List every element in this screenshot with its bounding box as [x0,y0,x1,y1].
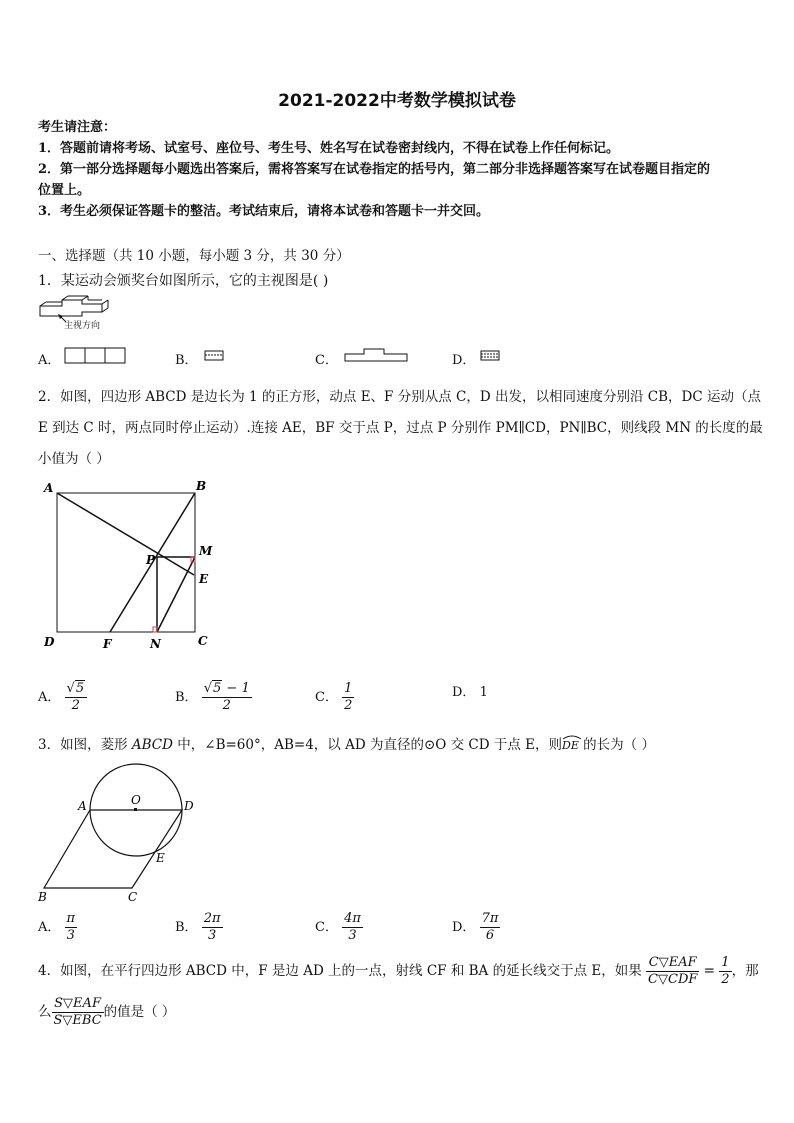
question-4-line-2 [38,996,175,1029]
q3-option-c[interactable] [315,911,363,944]
q1-option-c-label: C． [315,353,338,368]
q2-label-b: B [196,479,207,493]
q3-option-a-label: A． [38,920,61,935]
q3-label-e: E [156,851,165,865]
q3-option-c-label: C． [315,920,338,935]
q2-option-a-den: 2 [71,698,80,713]
q3-option-d-num: 7π [481,911,499,926]
q2-option-d-value: 1 [479,685,488,700]
q2-label-n: N [150,637,161,651]
q2-option-a-label: A． [38,690,61,705]
q3-option-d-label: D． [452,920,476,935]
q3-option-d-fraction [480,911,501,944]
q4-area-fraction [52,996,104,1029]
q2-option-c[interactable] [315,681,354,714]
q4-ratio-den: C▽CDF [648,972,698,987]
q2-option-b[interactable] [175,681,252,714]
q2-option-d[interactable] [452,681,488,700]
q3-option-a[interactable] [38,911,77,944]
q1-view-direction-label: 主视方向 [64,321,101,331]
page-title: 2021-2022中考数学模拟试卷 [278,91,516,111]
q1-option-d-figure[interactable] [480,350,502,362]
q4-ratio-fraction [646,955,699,988]
q4-line2-post: 的值是（ ） [103,1004,176,1020]
q4-tail: ，那 [731,963,759,979]
q2-option-a-radicand: 5 [75,681,85,696]
question-4-line-1 [38,955,759,988]
q3-option-a-fraction [65,911,78,944]
q3-option-b[interactable] [175,911,223,944]
q4-ratio-num: C▽EAF [646,955,699,972]
q3-option-d[interactable] [452,911,500,944]
q3-rhombus: ABCD [131,737,173,753]
q2-label-a: A [44,481,54,495]
q1-option-b-label: B． [175,353,198,368]
q3-option-b-num: 2π [203,911,221,926]
q3-label-b: B [38,890,47,904]
q3-label-a: A [78,799,87,813]
q2-label-f: F [103,637,112,651]
q3-option-a-den: 3 [66,928,75,943]
q2-option-c-fraction [342,681,354,714]
q2-option-c-den: 2 [344,698,353,713]
q3-arc-label: DE [562,739,579,752]
q3-option-c-den: 3 [348,928,357,943]
q2-square-figure [36,475,216,655]
notice-item-3: 3．考生必须保证答题卡的整洁。考试结束后，请将本试卷和答题卡一并交回。 [38,204,490,219]
q4-value-num: 1 [721,955,730,970]
q1-option-d-label: D． [452,353,476,368]
notice-item-2-cont: 位置上。 [38,183,91,198]
arc-mark-icon [562,734,582,740]
q1-option-c-figure[interactable] [344,346,412,364]
q3-option-a-num: π [66,911,76,926]
q2-option-b-minus: − 1 [222,681,250,696]
q3-rhombus-figure [34,760,214,908]
q2-option-b-fraction: $\frac{√5 - 1}{2}$ [203,681,250,713]
q2-label-p: P [146,553,156,567]
q3-option-b-fraction [202,911,223,944]
q2-option-b-radicand: 5 [213,681,222,696]
q3-text-post: 的长为（ ） [578,737,655,753]
q3-option-c-num: 4π [344,911,361,926]
question-1-text: 1．某运动会颁奖台如图所示，它的主视图是( ) [38,273,329,289]
q3-option-c-fraction [342,911,363,944]
notice-item-1: 1．答题前请将考场、试室号、座位号、考生号、姓名写在试卷密封线内，不得在试卷上作任何标记。 [38,141,620,156]
q2-option-b-label: B． [175,690,198,705]
q3-text-mid: 中，∠B=60°，AB=4，以 AD 为直径的⊙O 交 CD 于点 E，则 [172,737,563,753]
q4-text: 4．如图，在平行四边形 ABCD 中，F 是边 AD 上的一点，射线 CF 和 BA 的延长线交于点 E，如果 [38,963,642,979]
q2-option-c-label: C． [315,690,338,705]
q3-option-d-den: 6 [485,928,495,943]
notice-item-2: 2．第一部分选择题每小题选出答案后，需将答案写在试卷指定的括号内，第二部分非选择题答案写在试卷题目指定的 [38,162,711,177]
q4-line2-pre: 么 [38,1004,52,1020]
q1-option-b-figure[interactable] [204,350,226,362]
q2-option-a[interactable] [38,681,87,714]
question-2-line-2: E 到达 C 时，两点同时停止运动）.连接 AE，BF 交于点 P，过点 P 分别作 PM∥CD，PN∥BC，则线段 MN 的长度的最 [38,420,763,436]
q2-option-a-fraction: $\frac{√5}{2}$ [65,681,88,714]
q2-label-d: D [44,635,55,649]
notice-heading: 考生请注意： [38,120,117,135]
q2-label-c: C [198,634,208,648]
q3-arc-de [562,736,579,752]
q3-text-pre: 3．如图，菱形 [38,737,132,753]
q3-option-b-label: B． [175,920,198,935]
q2-option-c-num: 1 [344,681,353,696]
question-3-text [38,733,655,753]
q4-value-fraction [719,955,731,988]
q2-option-d-label: D． [452,685,476,700]
q1-option-a-figure[interactable] [64,347,128,365]
q4-value-den: 2 [721,972,730,987]
q4-equals: = [699,963,720,979]
q4-area-den: S▽EBC [53,1013,102,1028]
q3-option-b-den: 3 [207,928,217,943]
q2-label-e: E [199,572,209,586]
q3-label-d: D [184,799,194,813]
q1-option-a-label: A． [38,353,61,368]
question-2-line-3: 小值为（ ） [38,451,110,467]
q2-label-m: M [199,544,213,558]
question-2-line-1: 2．如图，四边形 ABCD 是边长为 1 的正方形，动点 E、F 分别从点 C，D 出发，以相同速度分别沿 CB，DC 运动（点 [38,389,761,405]
q3-label-o: O [131,793,141,807]
q2-option-b-den: 2 [222,698,231,713]
q3-label-c: C [128,890,138,904]
section-heading: 一、选择题（共 10 小题，每小题 3 分，共 30 分） [38,248,350,264]
q4-area-num: S▽EAF [52,996,104,1013]
